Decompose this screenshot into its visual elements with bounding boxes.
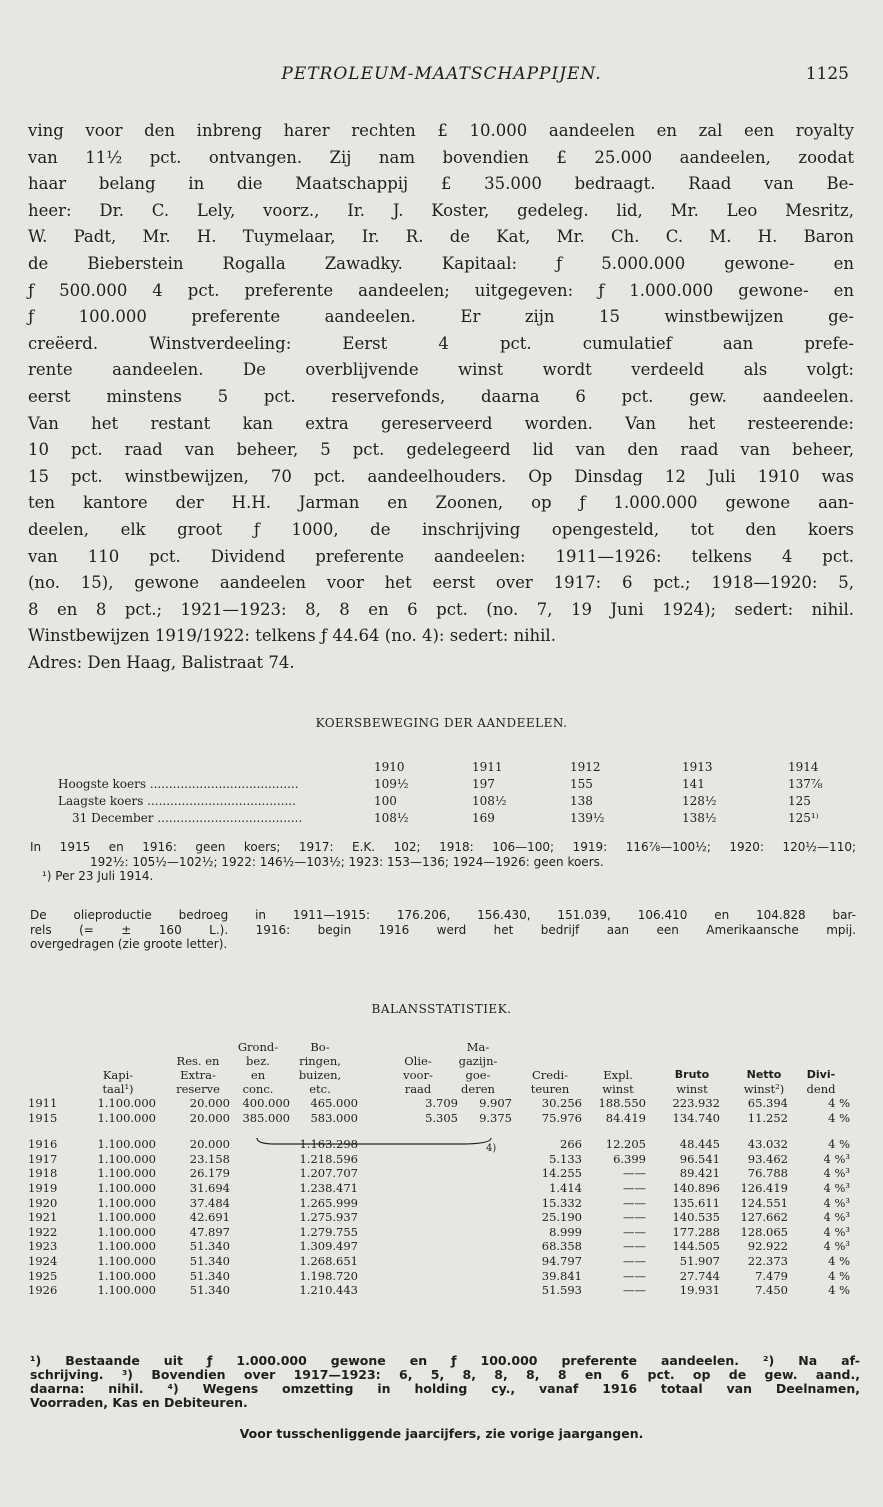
table-cell: 128½ — [682, 794, 717, 808]
table-cell: 4 % — [828, 1096, 850, 1110]
note-line: De olieproductie bedroeg in 1911—1915: 176.206, 156.430, 151.039, 106.410 en 104.828 bar- — [30, 908, 856, 922]
column-header: bez. — [246, 1054, 270, 1068]
production-note — [30, 908, 856, 952]
column-header: winst — [676, 1082, 708, 1096]
table-cell: 1.100.000 — [97, 1268, 156, 1283]
body-line: ƒ 100.000 preferente aandeelen. Er zijn 15 winstbewijzen ge- — [28, 307, 854, 327]
table-cell: 12.205 — [605, 1137, 646, 1152]
table-cell: 25.190 — [541, 1210, 582, 1225]
body-line: W. Padt, Mr. H. Tuymelaar, Ir. R. de Kat, Mr. Ch. C. M. H. Baron — [28, 227, 854, 247]
table-cell: 125 — [788, 794, 811, 808]
table-cell: 26.179 — [189, 1166, 230, 1181]
table-cell: 4 %³ — [823, 1195, 850, 1210]
table-cell: 47.897 — [189, 1224, 230, 1239]
table-cell: 94.797 — [541, 1253, 582, 1268]
year-cell: 1921 — [28, 1210, 58, 1225]
table-cell: 108½ — [472, 794, 507, 808]
table-cell: 1.100.000 — [97, 1137, 156, 1152]
column-header: reserve — [176, 1082, 220, 1096]
table-cell: 4 % — [828, 1253, 850, 1268]
table-cell: 4 % — [828, 1137, 850, 1152]
column-header: goe- — [465, 1068, 491, 1082]
table-cell: 93.462 — [747, 1151, 788, 1166]
table-cell: 1.309.497 — [299, 1239, 358, 1254]
table-cell: 108½ — [374, 811, 409, 825]
table-cell: —— — [623, 1180, 646, 1195]
table-cell: 65.394 — [747, 1096, 788, 1110]
table-cell: 6.399 — [613, 1151, 646, 1166]
table-cell: 1.100.000 — [97, 1195, 156, 1210]
table-cell: 1.100.000 — [97, 1166, 156, 1181]
table-cell: 139½ — [570, 811, 605, 825]
table-cell: 4 % — [828, 1283, 850, 1298]
table-cell: 1.100.000 — [97, 1151, 156, 1166]
balans-header-row — [28, 1082, 858, 1096]
table-cell: 134.740 — [672, 1110, 720, 1125]
table-cell: 197 — [472, 777, 495, 791]
koers-year-row — [58, 760, 858, 777]
table-cell: 109½ — [374, 777, 409, 791]
table-cell: 137⅞ — [788, 777, 823, 791]
table-row — [58, 777, 858, 794]
column-header: conc. — [242, 1082, 274, 1096]
table-cell: 1.100.000 — [97, 1096, 156, 1110]
column-header: deren — [461, 1082, 495, 1096]
table-row — [28, 1166, 858, 1181]
body-line: 15 pct. winstbewijzen, 70 pct. aandeelhouders. Op Dinsdag 12 Juli 1910 was — [28, 466, 854, 486]
footnote-line: schrijving. ³) Bovendien over 1917—1923: 6, 5, 8, 8, 8, 8 en 6 pct. op de gew. aand., — [30, 1367, 860, 1382]
table-cell: —— — [623, 1239, 646, 1254]
column-header: ringen, — [299, 1054, 341, 1068]
table-cell: 1.268.651 — [299, 1253, 358, 1268]
year-cell: 1920 — [28, 1195, 58, 1210]
company-description — [28, 118, 854, 676]
table-cell: 1.210.443 — [299, 1283, 358, 1298]
table-cell: 1.100.000 — [97, 1239, 156, 1254]
koers-year: 1911 — [472, 760, 503, 774]
table-cell: 5.133 — [549, 1151, 582, 1166]
table-cell: 11.252 — [747, 1110, 788, 1125]
year-cell: 1915 — [28, 1110, 58, 1125]
table-cell: 14.255 — [541, 1166, 582, 1181]
table-cell: —— — [623, 1224, 646, 1239]
year-cell: 1924 — [28, 1253, 58, 1268]
table-cell: 400.000 — [242, 1096, 290, 1110]
merge-brace — [255, 1136, 495, 1152]
table-cell: 138 — [570, 794, 593, 808]
body-line: deelen, elk groot ƒ 1000, de inschrijving opengesteld, tot den koers — [28, 519, 854, 539]
table-cell: 188.550 — [598, 1096, 646, 1110]
table-cell: 169 — [472, 811, 495, 825]
address-line: Adres: Den Haag, Balistraat 74. — [28, 652, 295, 672]
table-cell: —— — [623, 1268, 646, 1283]
body-line: ƒ 500.000 4 pct. preferente aandeelen; uitgegeven: ƒ 1.000.000 gewone- en — [28, 280, 854, 300]
table-cell: 31.694 — [189, 1180, 230, 1195]
note-line: 192½: 105½—102½; 1922: 146½—103½; 1923: 153—136; 1924—1926: geen koers. — [90, 854, 604, 869]
table-cell: 51.593 — [541, 1283, 582, 1298]
table-row — [28, 1096, 858, 1111]
table-cell: 1.275.937 — [299, 1210, 358, 1225]
table-cell: 100 — [374, 794, 397, 808]
body-line: haar belang in die Maatschappij £ 35.000 bedraagt. Raad van Be- — [28, 174, 854, 194]
table-cell: 27.744 — [679, 1268, 720, 1283]
table-cell: —— — [623, 1253, 646, 1268]
footnote-line: Voorraden, Kas en Debiteuren. — [30, 1395, 248, 1410]
page-number: 1125 — [805, 64, 849, 84]
table-cell: 37.484 — [189, 1195, 230, 1210]
table-cell: 51.340 — [189, 1239, 230, 1254]
body-line: ving voor den inbreng harer rechten £ 10.000 aandeelen en zal een royalty — [28, 121, 854, 140]
table-row — [28, 1254, 858, 1269]
brace-note: 4) — [486, 1143, 497, 1154]
table-cell: —— — [623, 1210, 646, 1225]
table-cell: 76.788 — [747, 1166, 788, 1181]
table-cell: 92.922 — [747, 1239, 788, 1254]
year-cell: 1926 — [28, 1283, 58, 1298]
table-cell: 1.279.755 — [299, 1224, 358, 1239]
year-cell: 1911 — [28, 1096, 58, 1110]
year-cell: 1919 — [28, 1180, 58, 1195]
note-line: In 1915 en 1916: geen koers; 1917: E.K. 102; 1918: 106—100; 1919: 116⅞—100½; 1920: 120½—110; — [30, 840, 856, 854]
table-cell: 385.000 — [242, 1110, 290, 1125]
table-cell: 4 %³ — [823, 1180, 850, 1195]
table-row — [28, 1210, 858, 1225]
column-header: buizen, — [298, 1068, 342, 1082]
table-row — [28, 1111, 858, 1126]
column-header: teuren — [530, 1082, 570, 1096]
column-header: Grond- — [237, 1040, 279, 1054]
table-cell: 30.256 — [541, 1096, 582, 1110]
koers-year: 1910 — [374, 760, 405, 774]
table-cell: 8.999 — [549, 1224, 582, 1239]
table-cell: 1.207.707 — [299, 1166, 358, 1181]
table-cell: 4 %³ — [823, 1239, 850, 1254]
column-header: taal¹) — [102, 1082, 134, 1096]
body-line: creëerd. Winstverdeeling: Eerst 4 pct. cumulatief aan prefe- — [28, 333, 854, 353]
table-row — [28, 1239, 858, 1254]
closing-note: Voor tusschenliggende jaarcijfers, zie vorige jaargangen. — [239, 1426, 644, 1441]
column-header: Credi- — [531, 1068, 569, 1082]
table-cell: 1.163.298 — [299, 1137, 358, 1152]
table-cell: 4 %³ — [823, 1166, 850, 1181]
table-cell: 9.375 — [479, 1110, 512, 1125]
body-line: eerst minstens 5 pct. reservefonds, daarna 6 pct. gew. aandeelen. — [28, 386, 854, 406]
koers-year: 1913 — [682, 760, 713, 774]
table-cell: 4 %³ — [823, 1224, 850, 1239]
table-row — [28, 1269, 858, 1284]
column-header: voor- — [403, 1068, 433, 1082]
table-cell: 126.419 — [740, 1180, 788, 1195]
body-line: van 11½ pct. ontvangen. Zij nam bovendien £ 25.000 aandeelen, zoodat — [28, 147, 854, 167]
column-header: en — [250, 1068, 266, 1082]
footnote-line: daarna: nihil. ⁴) Wegens omzetting in holding cy., vanaf 1916 totaal van Deelnamen, — [30, 1381, 860, 1396]
table-cell: 7.479 — [755, 1268, 788, 1283]
body-line: Winstbewijzen 1919/1922: telkens ƒ 44.64 (no. 4): sedert: nihil. — [28, 626, 556, 646]
balans-footnotes — [30, 1354, 860, 1410]
column-header: Res. en — [176, 1054, 220, 1068]
koers-notes — [30, 840, 856, 884]
table-cell: 22.373 — [747, 1253, 788, 1268]
column-header: Extra- — [180, 1068, 216, 1082]
balans-heading: BALANSSTATISTIEK. — [371, 1002, 512, 1016]
table-cell: 4 % — [828, 1268, 850, 1283]
body-line: (no. 15), gewone aandeelen voor het eerst over 1917: 6 pct.; 1918—1920: 5, — [28, 573, 854, 593]
column-header: Netto — [746, 1068, 782, 1081]
row-label: 31 December ...................................... — [72, 811, 303, 825]
table-cell: 140.535 — [672, 1210, 720, 1225]
year-cell: 1925 — [28, 1268, 58, 1283]
running-title: PETROLEUM-MAATSCHAPPIJEN. — [281, 64, 602, 84]
body-line: 10 pct. raad van beheer, 5 pct. gedelegeerd lid van den raad van beheer, — [28, 440, 854, 460]
table-cell: 135.611 — [672, 1195, 720, 1210]
table-cell: 15.332 — [541, 1195, 582, 1210]
table-cell: 177.288 — [672, 1224, 720, 1239]
column-header: winst²) — [743, 1082, 785, 1096]
balans-header-row — [28, 1054, 858, 1068]
table-cell: 39.841 — [541, 1268, 582, 1283]
column-header: winst — [602, 1082, 634, 1096]
table-cell: 96.541 — [679, 1151, 720, 1166]
column-header: Ma- — [466, 1040, 490, 1054]
table-cell: 1.238.471 — [299, 1180, 358, 1195]
balans-header-row — [28, 1068, 858, 1082]
body-line: de Bieberstein Rogalla Zawadky. Kapitaal: ƒ 5.000.000 gewone- en — [28, 253, 854, 273]
year-cell: 1917 — [28, 1151, 58, 1166]
table-cell: 140.896 — [672, 1180, 720, 1195]
note-line: overgedragen (zie groote letter). — [30, 937, 228, 951]
table-cell: 89.421 — [679, 1166, 720, 1181]
year-cell: 1918 — [28, 1166, 58, 1181]
table-cell: 155 — [570, 777, 593, 791]
table-cell: 266 — [560, 1137, 582, 1152]
table-cell: —— — [623, 1195, 646, 1210]
table-cell: 127.662 — [740, 1210, 788, 1225]
table-cell: 51.340 — [189, 1283, 230, 1298]
table-row — [28, 1283, 858, 1298]
body-line: rente aandeelen. De overblijvende winst wordt verdeeld als volgt: — [28, 360, 854, 380]
table-cell: 1.100.000 — [97, 1283, 156, 1298]
table-cell: 20.000 — [189, 1096, 230, 1110]
column-header: Divi- — [806, 1068, 836, 1081]
table-cell: 144.505 — [672, 1239, 720, 1254]
table-cell: 5.305 — [425, 1110, 458, 1125]
table-row — [28, 1225, 858, 1240]
table-cell: 465.000 — [310, 1096, 358, 1110]
footnote-line: ¹) Bestaande uit ƒ 1.000.000 gewone en ƒ 100.000 preferente aandeelen. ²) Na af- — [30, 1353, 860, 1368]
column-header: Kapi- — [102, 1068, 134, 1082]
column-header: gazijn- — [458, 1054, 498, 1068]
table-cell: —— — [623, 1166, 646, 1181]
table-cell: 9.907 — [479, 1096, 512, 1110]
table-cell: 51.340 — [189, 1268, 230, 1283]
table-row — [58, 811, 858, 828]
table-row — [28, 1196, 858, 1211]
column-header: etc. — [309, 1082, 331, 1096]
column-header: Bo- — [310, 1040, 330, 1054]
merge-brace-line — [257, 1138, 491, 1144]
table-cell: 1.100.000 — [97, 1224, 156, 1239]
koers-table — [58, 760, 858, 828]
table-cell: 7.450 — [755, 1283, 788, 1298]
table-cell: 1.100.000 — [97, 1210, 156, 1225]
table-cell: 19.931 — [679, 1283, 720, 1298]
table-cell: 141 — [682, 777, 705, 791]
koers-heading: KOERSBEWEGING DER AANDEELEN. — [315, 716, 568, 730]
koers-year: 1914 — [788, 760, 819, 774]
balans-rows — [28, 1096, 858, 1298]
year-cell: 1916 — [28, 1137, 58, 1152]
table-cell: 4 %³ — [823, 1210, 850, 1225]
table-cell: 1.218.596 — [299, 1151, 358, 1166]
column-header: Bruto — [674, 1068, 710, 1081]
table-cell: 51.340 — [189, 1253, 230, 1268]
table-cell: 138½ — [682, 811, 717, 825]
table-cell: 51.907 — [679, 1253, 720, 1268]
column-header: Expl. — [603, 1068, 633, 1082]
balans-header-row — [28, 1040, 858, 1054]
table-cell: 84.419 — [605, 1110, 646, 1125]
table-cell: 4 %³ — [823, 1151, 850, 1166]
table-cell: 223.932 — [672, 1096, 720, 1110]
table-cell: 23.158 — [189, 1151, 230, 1166]
year-cell: 1923 — [28, 1239, 58, 1254]
note-line: ¹) Per 23 Juli 1914. — [42, 869, 154, 883]
column-header: Olie- — [404, 1054, 432, 1068]
table-cell: 1.100.000 — [97, 1180, 156, 1195]
table-cell: 75.976 — [541, 1110, 582, 1125]
table-row — [28, 1152, 858, 1167]
table-cell: 20.000 — [189, 1137, 230, 1152]
page-header — [0, 64, 883, 88]
body-line: 8 en 8 pct.; 1921—1923: 8, 8 en 6 pct. (no. 7, 19 Juni 1924); sedert: nihil. — [28, 599, 854, 619]
table-cell: 68.358 — [541, 1239, 582, 1254]
table-cell: 128.065 — [740, 1224, 788, 1239]
table-cell: 1.100.000 — [97, 1253, 156, 1268]
table-cell: 48.445 — [679, 1137, 720, 1152]
table-cell: 125¹⁾ — [788, 811, 819, 825]
column-header: raad — [404, 1082, 432, 1096]
table-cell: —— — [623, 1283, 646, 1298]
koers-year: 1912 — [570, 760, 601, 774]
body-line: heer: Dr. C. Lely, voorz., Ir. J. Koster, gedeleg. lid, Mr. Leo Mesritz, — [28, 200, 854, 220]
table-cell: 3.709 — [425, 1096, 458, 1110]
table-cell: 124.551 — [740, 1195, 788, 1210]
table-cell: 42.691 — [189, 1210, 230, 1225]
body-line: Van het restant kan extra gereserveerd worden. Van het resteerende: — [28, 413, 854, 433]
table-row — [58, 794, 858, 811]
table-cell: 583.000 — [310, 1110, 358, 1125]
row-label: Hoogste koers ....................................... — [58, 777, 299, 791]
table-cell: 4 % — [828, 1110, 850, 1125]
column-header: dend — [806, 1082, 836, 1096]
body-line: ten kantore der H.H. Jarman en Zoonen, op ƒ 1.000.000 gewone aan- — [28, 493, 854, 513]
balans-table — [28, 1040, 858, 1298]
note-line: rels (= ± 160 L.). 1916: begin 1916 werd het bedrijf aan een Amerikaansche mpij. — [30, 922, 856, 937]
table-cell: 43.032 — [747, 1137, 788, 1152]
body-line: van 110 pct. Dividend preferente aandeelen: 1911—1926: telkens 4 pct. — [28, 546, 854, 566]
row-label: Laagste koers ....................................... — [58, 794, 296, 808]
year-cell: 1922 — [28, 1224, 58, 1239]
table-cell: 1.265.999 — [299, 1195, 358, 1210]
table-row — [28, 1181, 858, 1196]
table-cell: 1.198.720 — [299, 1268, 358, 1283]
table-cell: 1.100.000 — [97, 1110, 156, 1125]
table-cell: 1.414 — [549, 1180, 582, 1195]
table-cell: 20.000 — [189, 1110, 230, 1125]
